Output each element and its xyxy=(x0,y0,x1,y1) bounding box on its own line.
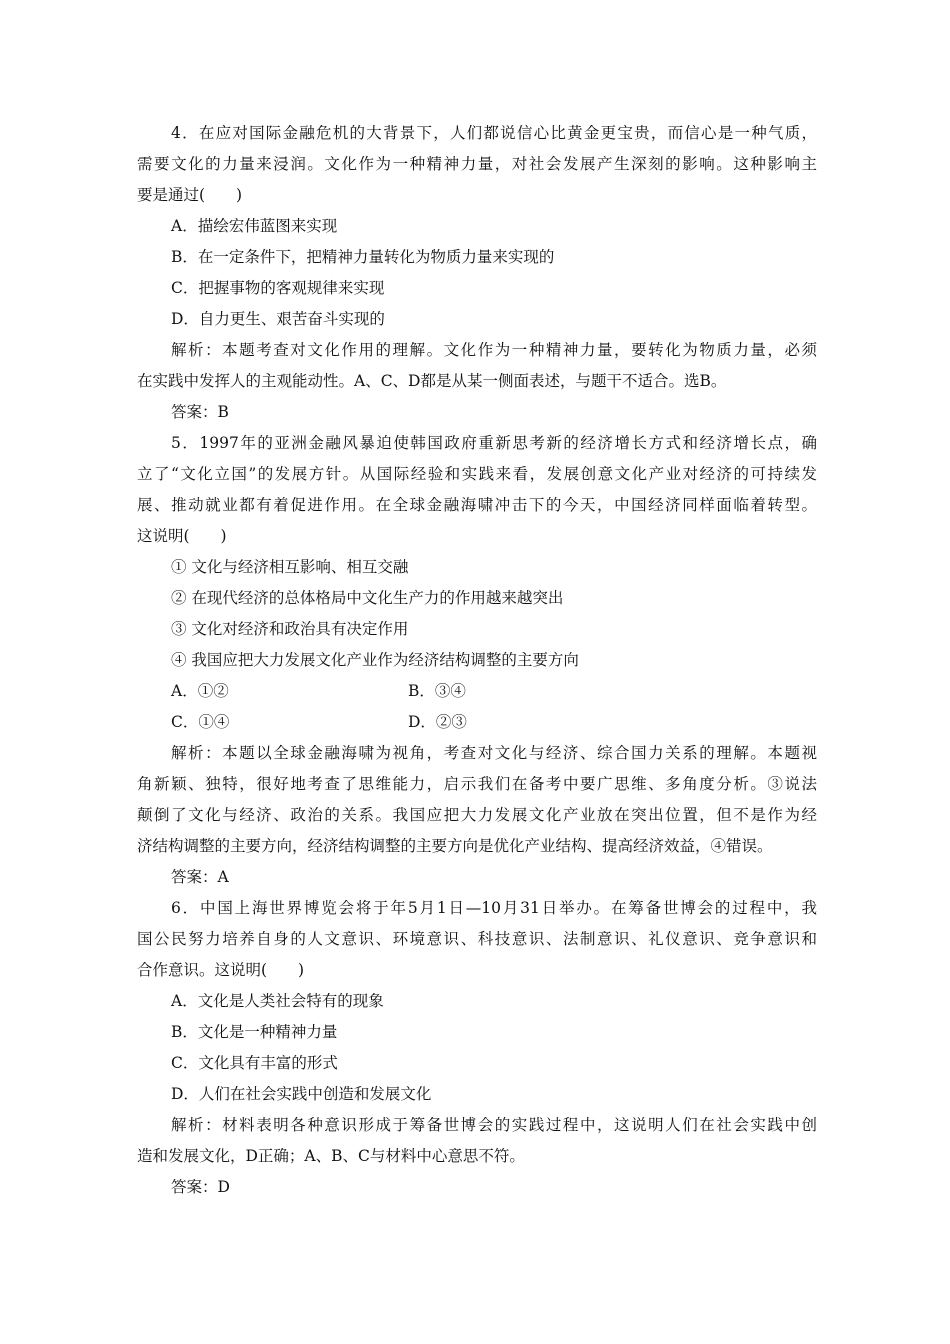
q4-analysis-line-1: 解析：本题考查对文化作用的理解。文化作为一种精神力量，要转化为物质力量，必须 xyxy=(171,341,817,359)
document-page xyxy=(137,118,817,1203)
q5-option-c: C．①④ xyxy=(171,713,230,731)
q6-option-b: B．文化是一种精神力量 xyxy=(171,1023,338,1041)
q5-stem-line-3: 展、推动就业都有着促进作用。在全球金融海啸冲击下的今天，中国经济同样面临着转型。 xyxy=(137,496,817,514)
q5-statement-1: ① 文化与经济相互影响、相互交融 xyxy=(171,558,409,576)
q6-option-c: C．文化具有丰富的形式 xyxy=(171,1054,338,1072)
q4-answer: 答案：B xyxy=(171,403,229,421)
q5-statement-4: ④ 我国应把大力发展文化产业作为经济结构调整的主要方向 xyxy=(171,651,579,669)
q6-stem-line-2: 国公民努力培养自身的人文意识、环境意识、科技意识、法制意识、礼仪意识、竞争意识和 xyxy=(137,930,817,948)
q4-stem-line-1: 4．在应对国际金融危机的大背景下，人们都说信心比黄金更宝贵，而信心是一种气质， xyxy=(171,124,817,142)
q5-options-row-2 xyxy=(137,707,817,738)
question-4 xyxy=(137,118,817,428)
q4-option-d: D．自力更生、艰苦奋斗实现的 xyxy=(171,310,385,328)
q5-analysis-line-4: 济结构调整的主要方向，经济结构调整的主要方向是优化产业结构、提高经济效益，④错误。 xyxy=(137,837,773,855)
q6-analysis-line-1: 解析：材料表明各种意识形成于筹备世博会的实践过程中，这说明人们在社会实践中创 xyxy=(171,1116,817,1134)
q6-answer: 答案：D xyxy=(171,1178,230,1196)
q5-option-b: B．③④ xyxy=(408,682,466,700)
q4-option-a: A．描绘宏伟蓝图来实现 xyxy=(171,217,338,235)
q5-analysis-line-3: 颠倒了文化与经济、政治的关系。我国应把大力发展文化产业放在突出位置，但不是作为经 xyxy=(137,806,817,824)
q5-options-row-1 xyxy=(137,676,817,707)
q6-stem-line-3: 合作意识。这说明( ) xyxy=(137,961,305,979)
q6-stem-line-1: 6．中国上海世界博览会将于年5月1日—10月31日举办。在筹备世博会的过程中，我 xyxy=(171,899,817,917)
q6-analysis-line-2: 造和发展文化，D正确；A、B、C与材料中心意思不符。 xyxy=(137,1147,525,1165)
q5-stem-line-2: 立了“文化立国”的发展方针。从国际经验和实践来看，发展创意文化产业对经济的可持续发 xyxy=(137,465,817,483)
q4-option-c: C．把握事物的客观规律来实现 xyxy=(171,279,385,297)
q4-stem-line-3: 要是通过( ) xyxy=(137,186,243,204)
q5-option-a: A．①② xyxy=(171,682,229,700)
q5-statement-2: ② 在现代经济的总体格局中文化生产力的作用越来越突出 xyxy=(171,589,564,607)
q5-analysis-line-2: 角新颖、独特，很好地考查了思维能力，启示我们在备考中要广思维、多角度分析。③说法 xyxy=(137,775,817,793)
q6-option-d: D．人们在社会实践中创造和发展文化 xyxy=(171,1085,432,1103)
q5-stem-line-4: 这说明( ) xyxy=(137,527,227,545)
q5-statement-3: ③ 文化对经济和政治具有决定作用 xyxy=(171,620,409,638)
q5-answer: 答案：A xyxy=(171,868,229,886)
q5-option-d: D．②③ xyxy=(408,713,467,731)
q4-stem-line-2: 需要文化的力量来浸润。文化作为一种精神力量，对社会发展产生深刻的影响。这种影响主 xyxy=(137,155,817,173)
question-5 xyxy=(137,428,817,893)
q5-stem-line-1: 5．1997年的亚洲金融风暴迫使韩国政府重新思考新的经济增长方式和经济增长点，确 xyxy=(171,434,817,452)
q6-option-a: A．文化是人类社会特有的现象 xyxy=(171,992,384,1010)
q4-analysis-line-2: 在实践中发挥人的主观能动性。A、C、D都是从某一侧面表述，与题干不适合。选B。 xyxy=(137,372,727,390)
question-6 xyxy=(137,893,817,1203)
q5-analysis-line-1: 解析：本题以全球金融海啸为视角，考查对文化与经济、综合国力关系的理解。本题视 xyxy=(171,744,817,762)
q4-option-b: B．在一定条件下，把精神力量转化为物质力量来实现的 xyxy=(171,248,555,266)
